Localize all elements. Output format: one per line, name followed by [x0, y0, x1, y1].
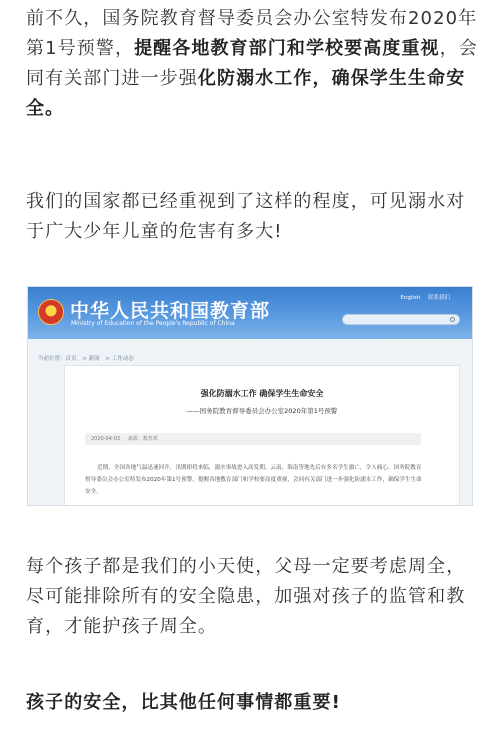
breadcrumb-work: > 工作动态: [105, 356, 134, 362]
english-link: English: [400, 295, 421, 301]
article-title: 强化防溺水工作 确保学生生命安全: [200, 389, 324, 398]
article-date: 2020-04-03: [91, 436, 121, 442]
moe-website-screenshot: [27, 286, 473, 506]
site-title: 中华人民共和国教育部: [70, 300, 271, 322]
contact-link: 联系我们: [427, 295, 450, 301]
article-body: 近期，全国各地气温迅速回升，汛期即将来临，溺水事故进入高发期，云南、海南等地先后有多名学生溺亡，令人痛心。国务院教育督导委员会办公室特发布2020年第1号预警，提醒各地教育部门和学校要高度重视，会同有关部门进一步强化防溺水工作，确保学生生命安全。: [85, 465, 422, 495]
intro-text-mid: ，会同有关部门进一步强: [26, 38, 478, 89]
intro-text: 前不久，国务院教育督导委员会办公室特发布2020年第1号预警，: [26, 8, 478, 59]
breadcrumb: [38, 354, 138, 362]
article-meta: [85, 433, 421, 445]
parent-advice-paragraph: 每个孩子都是我们的小天使，父母一定要考虑周全，尽可能排除所有的安全隐患，加强对孩子的监管和教育，才能护孩子周全。: [26, 556, 466, 637]
intro-bold-text: 提醒各地教育部门和学校要高度重视: [134, 38, 440, 59]
top-links: [394, 293, 450, 301]
search-icon: [450, 317, 455, 322]
site-subtitle: Ministry of Education of the People's Republic of China: [71, 320, 235, 327]
site-header: [28, 287, 472, 339]
national-emblem-icon: [38, 299, 64, 325]
intro-paragraph: [26, 4, 478, 124]
closing-paragraph: 孩子的安全，比其他任何事情都重要!: [26, 692, 341, 713]
site-search-input: [342, 314, 460, 325]
breadcrumb-home: 当前位置：首页: [38, 356, 77, 362]
breadcrumb-news: > 新闻: [82, 356, 100, 362]
intro-bold-text-2: 化防溺水工作，确保学生生命安全。: [26, 68, 466, 119]
danger-paragraph: 我们的国家都已经重视到了这样的程度，可见溺水对于广大少年儿童的危害有多大!: [26, 191, 466, 242]
article-source: 来源：教育部: [127, 436, 158, 442]
article-subtitle: ——国务院教育督导委员会办公室2020年第1号预警: [186, 407, 338, 415]
article-panel: [64, 365, 460, 506]
